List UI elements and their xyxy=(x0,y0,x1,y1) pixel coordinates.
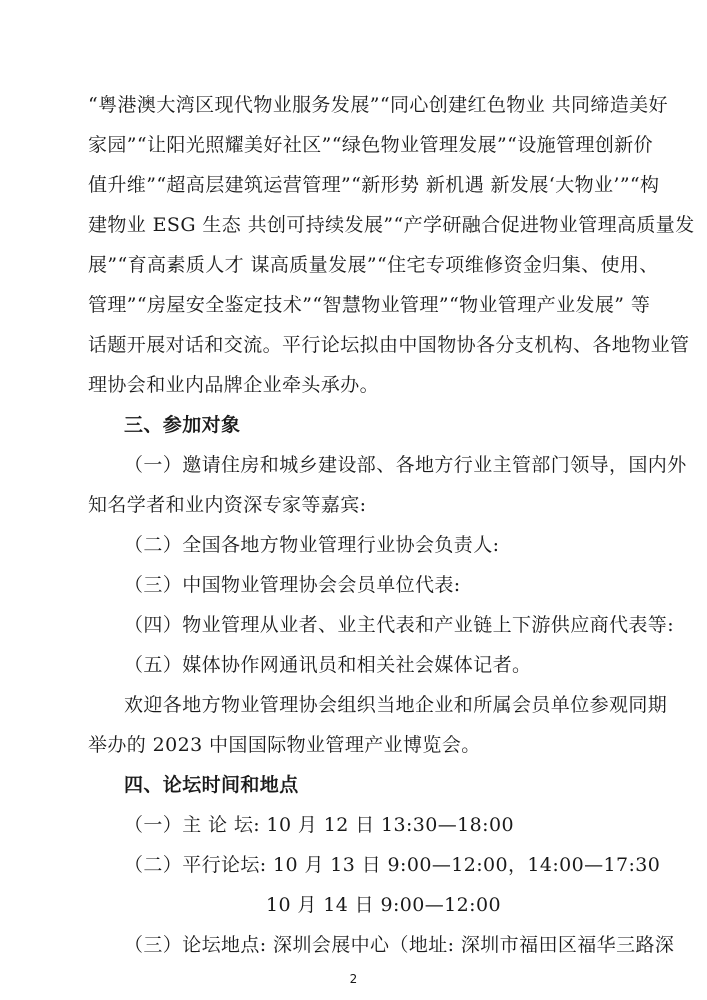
text-line: 欢迎各地方物业管理协会组织当地企业和所属会员单位参观同期 xyxy=(124,694,668,716)
list-item: （三）中国物业管理协会会员单位代表: xyxy=(124,574,461,596)
page-number: 2 xyxy=(349,972,358,986)
text-line: （一）邀请住房和城乡建设部、各地方行业主管部门领导，国内外 xyxy=(124,454,687,476)
schedule-parallel-forum-day2: 10 月 14 日 9:00—12:00 xyxy=(266,894,501,916)
text-line: 举办的 2023 中国国际物业管理产业博览会。 xyxy=(88,734,481,756)
list-item: （四）物业管理从业者、业主代表和产业链上下游供应商代表等: xyxy=(124,614,675,636)
section-heading: 四、论坛时间和地点 xyxy=(124,774,299,796)
text-line: 建物业 ESG 生态 共创可持续发展”“产学研融合促进物业管理高质量发 xyxy=(88,214,695,236)
text-line: 管理”“房屋安全鉴定技术”“智慧物业管理”“物业管理产业发展” 等 xyxy=(88,294,651,316)
text-line: 值升维”“超高层建筑运营管理”“新形势 新机遇 新发展‘大物业’”“构 xyxy=(88,174,660,196)
schedule-main-forum: （一）主 论 坛: 10 月 12 日 13:30—18:00 xyxy=(124,814,514,836)
text-line: 展”“育高素质人才 谋高质量发展”“住宅专项维修资金归集、使用、 xyxy=(88,254,659,276)
section-heading: 三、参加对象 xyxy=(124,414,241,436)
text-line: “粤港澳大湾区现代物业服务发展”“同心创建红色物业 共同缔造美好 xyxy=(88,94,668,116)
text-line: 知名学者和业内资深专家等嘉宾: xyxy=(88,494,367,516)
text-line: 家园”“让阳光照耀美好社区”“绿色物业管理发展”“设施管理创新价 xyxy=(88,134,654,156)
text-line: 理协会和业内品牌企业牵头承办。 xyxy=(88,374,380,396)
forum-venue: （三）论坛地点: 深圳会展中心（地址: 深圳市福田区福华三路深 xyxy=(124,934,675,956)
list-item: （二）全国各地方物业管理行业协会负责人: xyxy=(124,534,500,556)
text-line: 话题开展对话和交流。平行论坛拟由中国物协各分支机构、各地物业管 xyxy=(88,334,690,356)
schedule-parallel-forum: （二）平行论坛: 10 月 13 日 9:00—12:00，14:00—17:30 xyxy=(124,854,661,876)
list-item: （五）媒体协作网通讯员和相关社会媒体记者。 xyxy=(124,654,532,676)
